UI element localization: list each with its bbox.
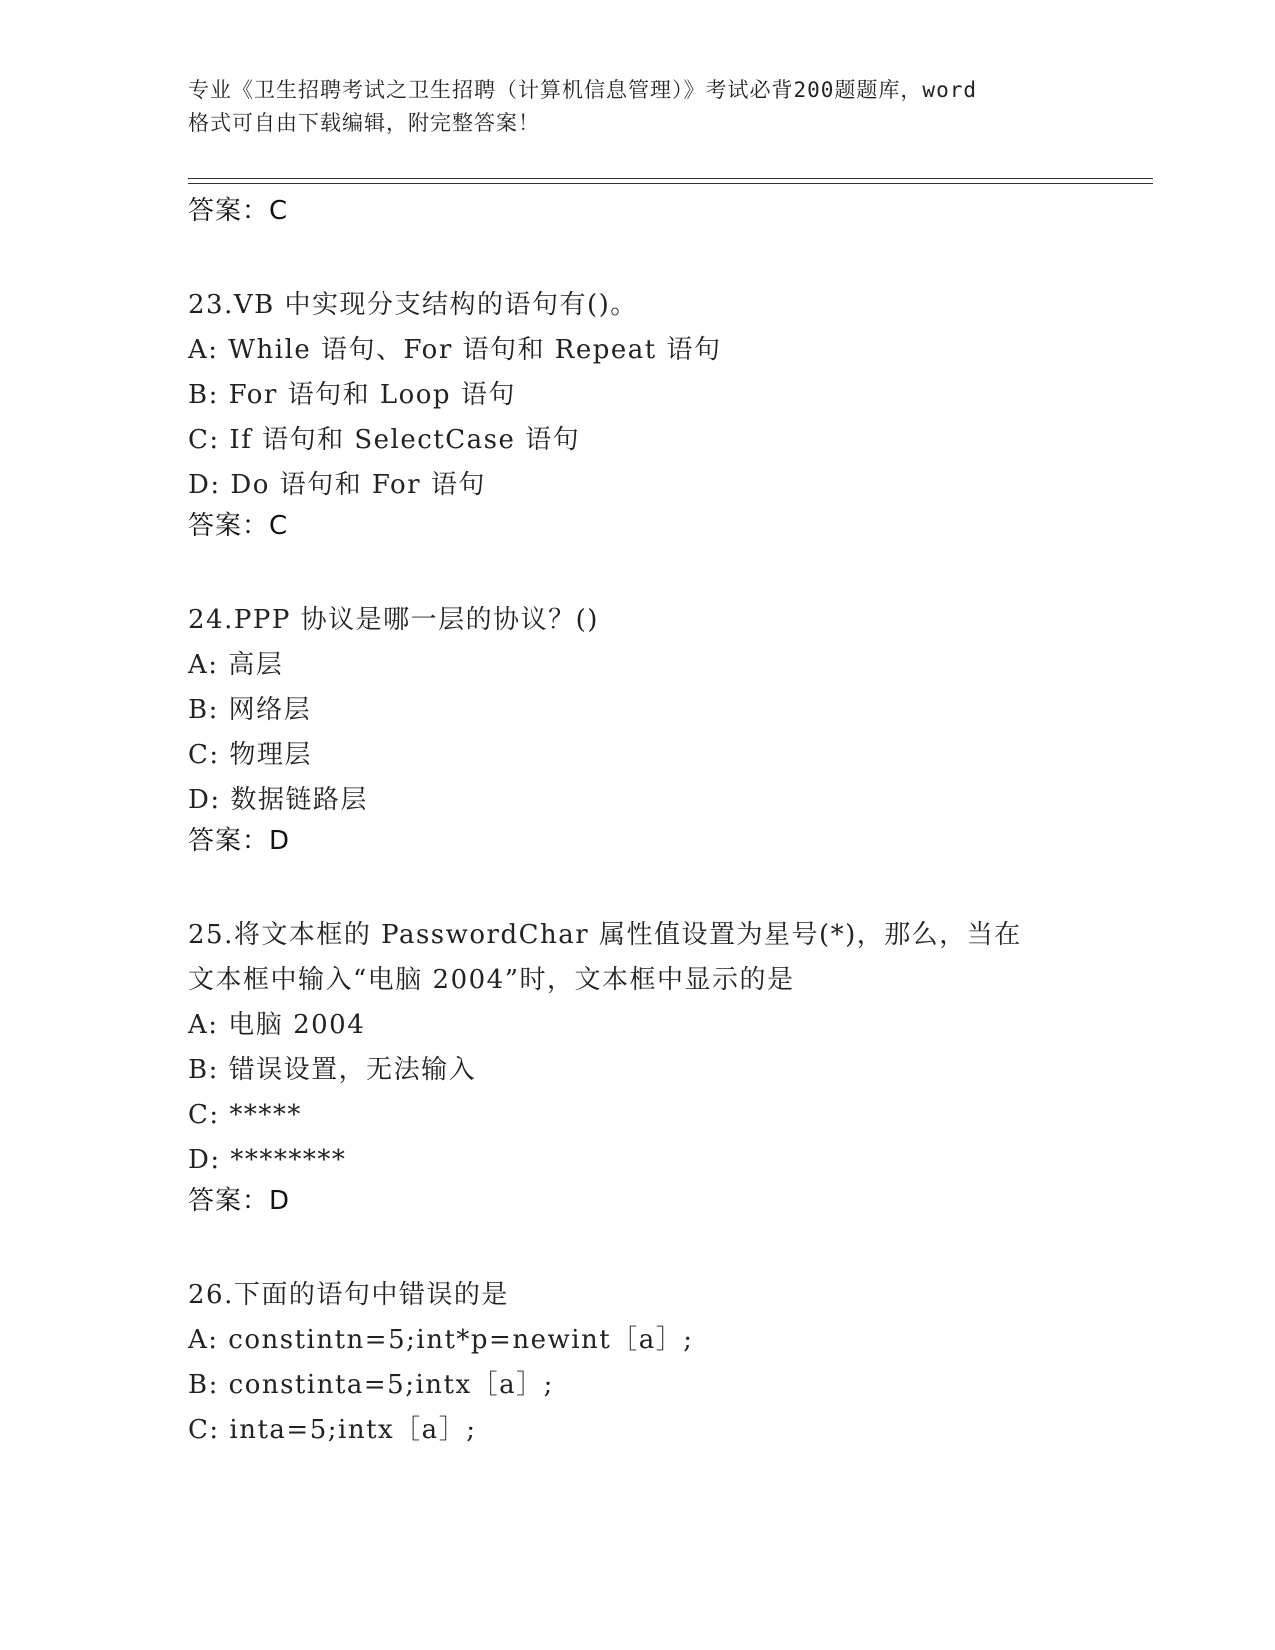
option-c: C: ***** (188, 1100, 302, 1130)
option-b: B: 错误设置，无法输入 (188, 1055, 477, 1085)
question-stem: 25.将文本框的 PasswordChar 属性值设置为星号(*)，那么，当在文本框中输入“电脑 2004”时，文本框中显示的是 (188, 920, 1022, 995)
option-d: D: ******** (188, 1145, 347, 1175)
option-d: D: Do 语句和 For 语句 (188, 470, 486, 500)
previous-answer: 答案：C (188, 196, 289, 226)
question-answer: 答案：D (188, 826, 291, 856)
option-c: C: 物理层 (188, 740, 312, 770)
option-c: C: inta=5;intx［a］; (188, 1415, 477, 1445)
question-25 (188, 913, 1088, 1219)
header-rule-top (188, 178, 1153, 179)
question-26 (188, 1273, 1088, 1453)
option-a: A: constintn=5;int*p=newint［a］; (188, 1325, 694, 1355)
header-line-2: 格式可自由下载编辑，附完整答案！ (188, 111, 540, 135)
option-b: B: 网络层 (188, 695, 312, 725)
option-a: A: 高层 (188, 650, 284, 680)
question-23 (188, 283, 1088, 544)
header-line-1: 专业《卫生招聘考试之卫生招聘（计算机信息管理）》考试必背200题题库，word (188, 78, 977, 102)
question-list (188, 193, 1088, 1453)
question-stem: 24.PPP 协议是哪一层的协议？() (188, 605, 599, 635)
option-b: B: For 语句和 Loop 语句 (188, 380, 516, 410)
question-answer: 答案：D (188, 1186, 291, 1216)
option-c: C: If 语句和 SelectCase 语句 (188, 425, 581, 455)
option-b: B: constinta=5;intx［a］; (188, 1370, 554, 1400)
question-answer: 答案：C (188, 511, 289, 541)
question-stem: 26.下面的语句中错误的是 (188, 1280, 509, 1310)
option-a: A: While 语句、For 语句和 Repeat 语句 (188, 335, 722, 365)
option-d: D: 数据链路层 (188, 785, 368, 815)
question-stem: 23.VB 中实现分支结构的语句有()。 (188, 290, 638, 320)
document-header (188, 74, 1088, 140)
header-rule-bottom (188, 183, 1153, 184)
option-a: A: 电脑 2004 (188, 1010, 366, 1040)
question-24 (188, 598, 1088, 859)
